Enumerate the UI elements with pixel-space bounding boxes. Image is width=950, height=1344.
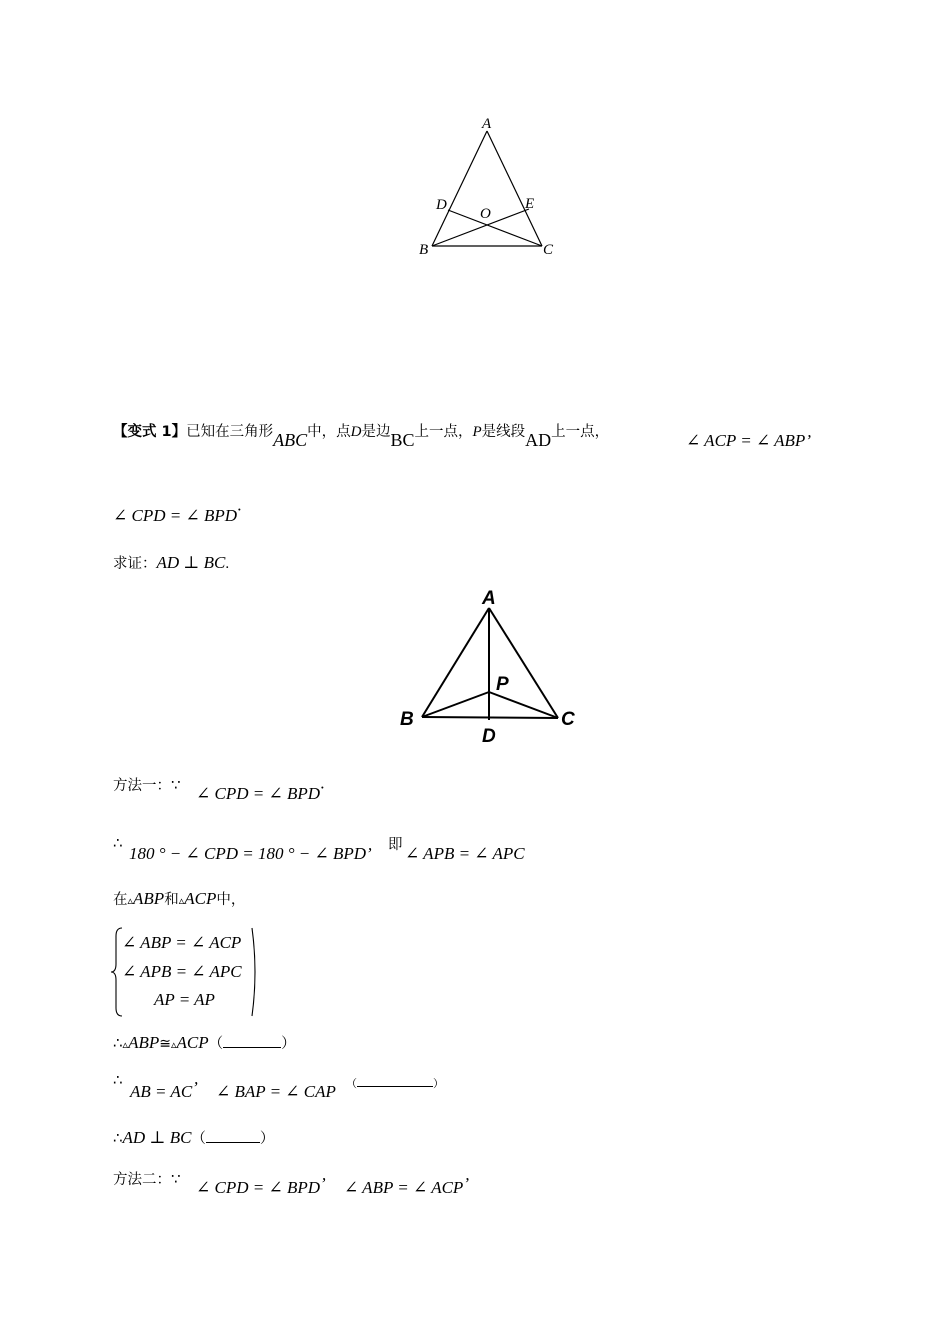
method2-comma-1: ’: [320, 1174, 326, 1193]
variant-text-1: 已知在三角形: [186, 424, 274, 440]
triangle-symbol-3: ▵: [122, 1038, 129, 1051]
method1-label: 方法一：: [113, 778, 171, 794]
method2-comma-2: ’: [463, 1174, 469, 1193]
method1-given: ∠ CPD = ∠ BPD·: [196, 778, 325, 803]
variant-comma-1: ’: [805, 431, 811, 450]
method1-tri2: ACP: [184, 889, 217, 908]
prove-period: .: [225, 556, 230, 572]
method1-line1: [113, 774, 181, 795]
congruent-symbol: ≅: [159, 1036, 171, 1052]
fig2-label-b: B: [400, 709, 414, 730]
variant-triangle-abc: ABC: [273, 430, 308, 450]
prove-line: [113, 552, 229, 573]
variant-condition-2: ∠ CPD = ∠ BPD·: [113, 500, 242, 525]
paren-open-1: （: [208, 1036, 224, 1052]
variant-period-1: ·: [237, 500, 242, 519]
method1-in-triangles: [113, 888, 245, 909]
variant-bracket-open: 【: [113, 424, 128, 440]
answer-blank-2[interactable]: [357, 1074, 433, 1087]
method1-comma: ’: [366, 844, 372, 863]
method1-ji: 即: [388, 837, 403, 853]
variant-side-bc: BC: [390, 430, 415, 450]
triangle-symbol-2: ▵: [178, 894, 185, 907]
variant-text-6: 上一点，: [551, 424, 610, 440]
method1-period: ·: [320, 778, 325, 797]
fig1-label-d: D: [436, 197, 447, 213]
variant-bracket-close: 】: [171, 424, 187, 440]
variant-text-2: 中，点: [307, 424, 351, 440]
fig1-label-o: O: [480, 206, 491, 222]
figure-1-triangle-abc: [410, 108, 570, 263]
because-symbol-2: ∵: [171, 1170, 181, 1188]
because-symbol: ∵: [171, 776, 181, 794]
paren-close-1: ）: [281, 1036, 296, 1052]
congruence-tri2: ACP: [176, 1033, 209, 1052]
variant-text-3: 是边: [361, 424, 391, 440]
method2-given-2: ∠ ABP = ∠ ACP’: [344, 1174, 469, 1197]
paren-open-3: （: [191, 1131, 206, 1147]
triangle-symbol-4: ▵: [170, 1038, 177, 1051]
system-eq-3: AP = AP: [154, 990, 215, 1009]
method1-zhong: 中，: [216, 892, 246, 908]
fig2-label-c: C: [561, 709, 575, 730]
system-eq-2: ∠ APB = ∠ APC: [122, 962, 242, 981]
variant-title: 变式 1: [127, 424, 172, 440]
fig2-label-p: P: [496, 674, 509, 695]
prove-label: 求证：: [113, 556, 157, 572]
congruence-tri1: ABP: [128, 1033, 160, 1052]
method2-given-1: ∠ CPD = ∠ BPD’: [196, 1174, 326, 1197]
prove-statement: AD ⊥ BC: [156, 553, 226, 572]
fig1-label-c: C: [543, 242, 554, 258]
result-comma: ’: [192, 1078, 198, 1097]
variant-statement-line1: [113, 420, 610, 450]
fig2-label-a: A: [482, 588, 496, 609]
variant-point-p: P: [472, 424, 482, 440]
paren-close-2: ）: [433, 1077, 444, 1090]
conclusion-perpendicular: AD ⊥ BC: [122, 1128, 192, 1147]
fig2-label-d: D: [482, 726, 496, 747]
answer-paren-2: [346, 1072, 444, 1091]
paren-open-2: （: [346, 1077, 357, 1090]
answer-blank-3[interactable]: [206, 1130, 260, 1143]
therefore-symbol-4: ∴: [113, 1129, 123, 1147]
fig1-label-b: B: [419, 242, 429, 258]
variant-point-d: D: [350, 424, 362, 440]
variant-text-4: 上一点，: [414, 424, 473, 440]
triangle-symbol-1: ▵: [127, 894, 134, 907]
method1-tri1: ABP: [133, 889, 165, 908]
method2-line1: [113, 1168, 181, 1189]
system-eq-1: ∠ ABP = ∠ ACP: [122, 933, 242, 952]
conclusion-line: [113, 1127, 274, 1148]
paren-close-3: ）: [259, 1131, 275, 1147]
method1-zai: 在: [113, 892, 128, 908]
therefore-symbol-3: ∴: [113, 1071, 123, 1089]
variant-text-5: 是线段: [481, 424, 526, 440]
method2-label: 方法二：: [113, 1172, 171, 1188]
fig1-label-a: A: [482, 116, 492, 132]
therefore-symbol-1: ∴: [113, 834, 123, 852]
fig1-label-e: E: [525, 196, 535, 212]
answer-blank-1[interactable]: [223, 1035, 281, 1048]
system-right-paren: [250, 926, 260, 1018]
result-angle-bap-cap: ∠ BAP = ∠ CAP: [216, 1082, 336, 1101]
figure-2-triangle-abc-with-p: [395, 584, 595, 749]
variant-segment-ad: AD: [525, 430, 552, 450]
congruence-line: [113, 1032, 296, 1053]
method1-angle-equal: ∠ APB = ∠ APC: [405, 844, 525, 863]
variant-condition-1: ∠ ACP = ∠ ABP’: [686, 431, 811, 450]
result-ab-ac: AB = AC’: [130, 1078, 198, 1101]
method1-he: 和: [164, 892, 179, 908]
method1-supplement: 180 ° − ∠ CPD = 180 ° − ∠ BPD’: [129, 844, 372, 863]
therefore-symbol-2: ∴: [113, 1034, 123, 1052]
